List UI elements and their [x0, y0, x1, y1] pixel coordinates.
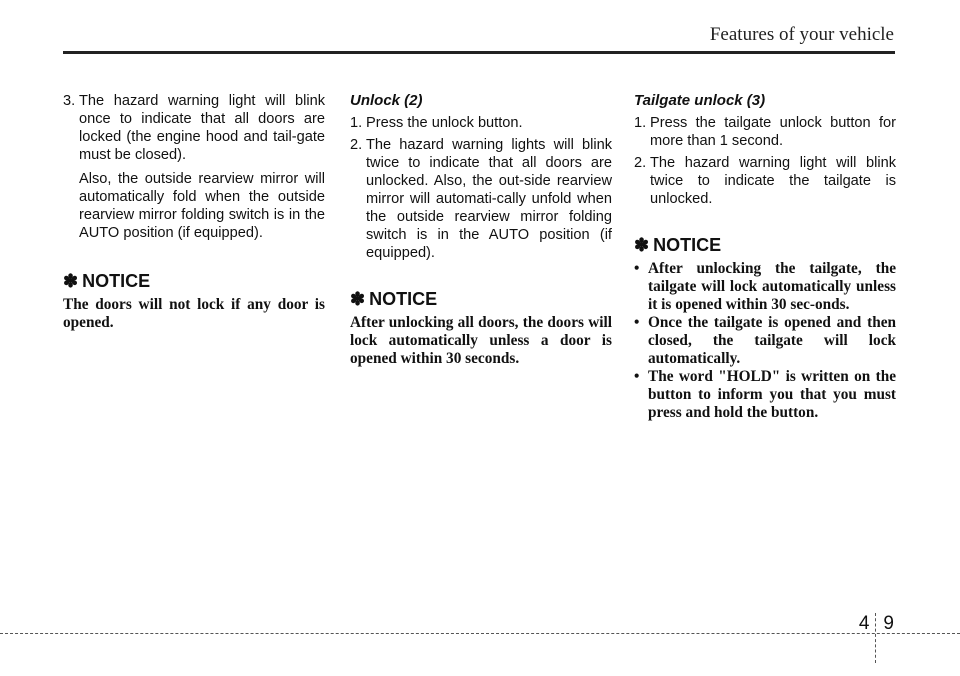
column-2 — [350, 92, 612, 368]
list-item — [350, 114, 612, 132]
item-number: 2. — [634, 155, 647, 171]
footer-rule — [0, 633, 960, 634]
bullet-item — [634, 368, 896, 422]
notice-text: The doors will not lock if any door is opened. — [63, 296, 325, 331]
notice-text: After unlocking all doors, the doors will lock automatically unless a door is opened within 30 seconds. — [350, 314, 612, 367]
notice-title: NOTICE — [82, 271, 151, 291]
bullet-icon: • — [634, 368, 640, 385]
header-rule — [63, 51, 895, 54]
page-header-title: Features of your vehicle — [709, 24, 894, 45]
item-text: The hazard warning light will blink once to indicate that all doors are locked (the engine hood and tail-gate must be closed). — [79, 93, 325, 163]
bullet-item — [634, 314, 896, 368]
item-text: Press the unlock button. — [366, 115, 523, 131]
bullet-icon: • — [634, 260, 640, 277]
notice-title: NOTICE — [653, 235, 722, 255]
item-text: The hazard warning light will blink twice to indicate the tailgate is unlocked. — [650, 155, 896, 207]
paragraph: Also, the outside rearview mirror will automatically fold when the outside rearview mirror folding switch is in the AUTO position (if equipped). — [79, 171, 325, 241]
column-1 — [63, 92, 325, 332]
page-number-value: 9 — [883, 613, 894, 634]
item-text: Press the tailgate unlock button for more than 1 second. — [650, 115, 896, 149]
item-number: 3. — [63, 93, 76, 109]
list-item — [63, 92, 325, 164]
notice-bullets — [634, 260, 896, 422]
bullet-text: Once the tailgate is opened and then closed, the tailgate will lock automatically. — [648, 314, 896, 367]
list-item — [634, 114, 896, 150]
page-number — [859, 599, 894, 649]
list-item — [634, 154, 896, 208]
bullet-item — [634, 260, 896, 314]
notice-asterisk-icon: ✽ — [63, 271, 79, 291]
item-number: 1. — [350, 115, 363, 131]
bullet-icon: • — [634, 314, 640, 331]
bullet-text: The word "HOLD" is written on the button to inform you that you must press and hold the button. — [648, 368, 896, 421]
list-item — [350, 136, 612, 262]
item-number: 2. — [350, 137, 363, 153]
notice-asterisk-icon: ✽ — [634, 235, 650, 255]
bullet-text: After unlocking the tailgate, the tailgate will lock automatically unless it is opened within 30 sec-onds. — [648, 260, 896, 313]
section-subtitle: Tailgate unlock (3) — [634, 92, 766, 109]
page-number-divider — [875, 613, 877, 663]
section-subtitle: Unlock (2) — [350, 92, 423, 109]
notice-heading — [634, 234, 896, 256]
notice-heading — [350, 288, 612, 310]
chapter-number: 4 — [858, 613, 870, 634]
notice-asterisk-icon: ✽ — [350, 289, 366, 309]
notice-heading — [63, 270, 325, 292]
column-3 — [634, 92, 896, 422]
notice-title: NOTICE — [369, 289, 438, 309]
item-number: 1. — [634, 115, 647, 131]
item-text: The hazard warning lights will blink twice to indicate that all doors are unlocked. Also, the out-side rearview mirror will automati-cally unfold when the outside rearview mirror folding switch is in the AUTO position (if equipped). — [366, 137, 612, 261]
